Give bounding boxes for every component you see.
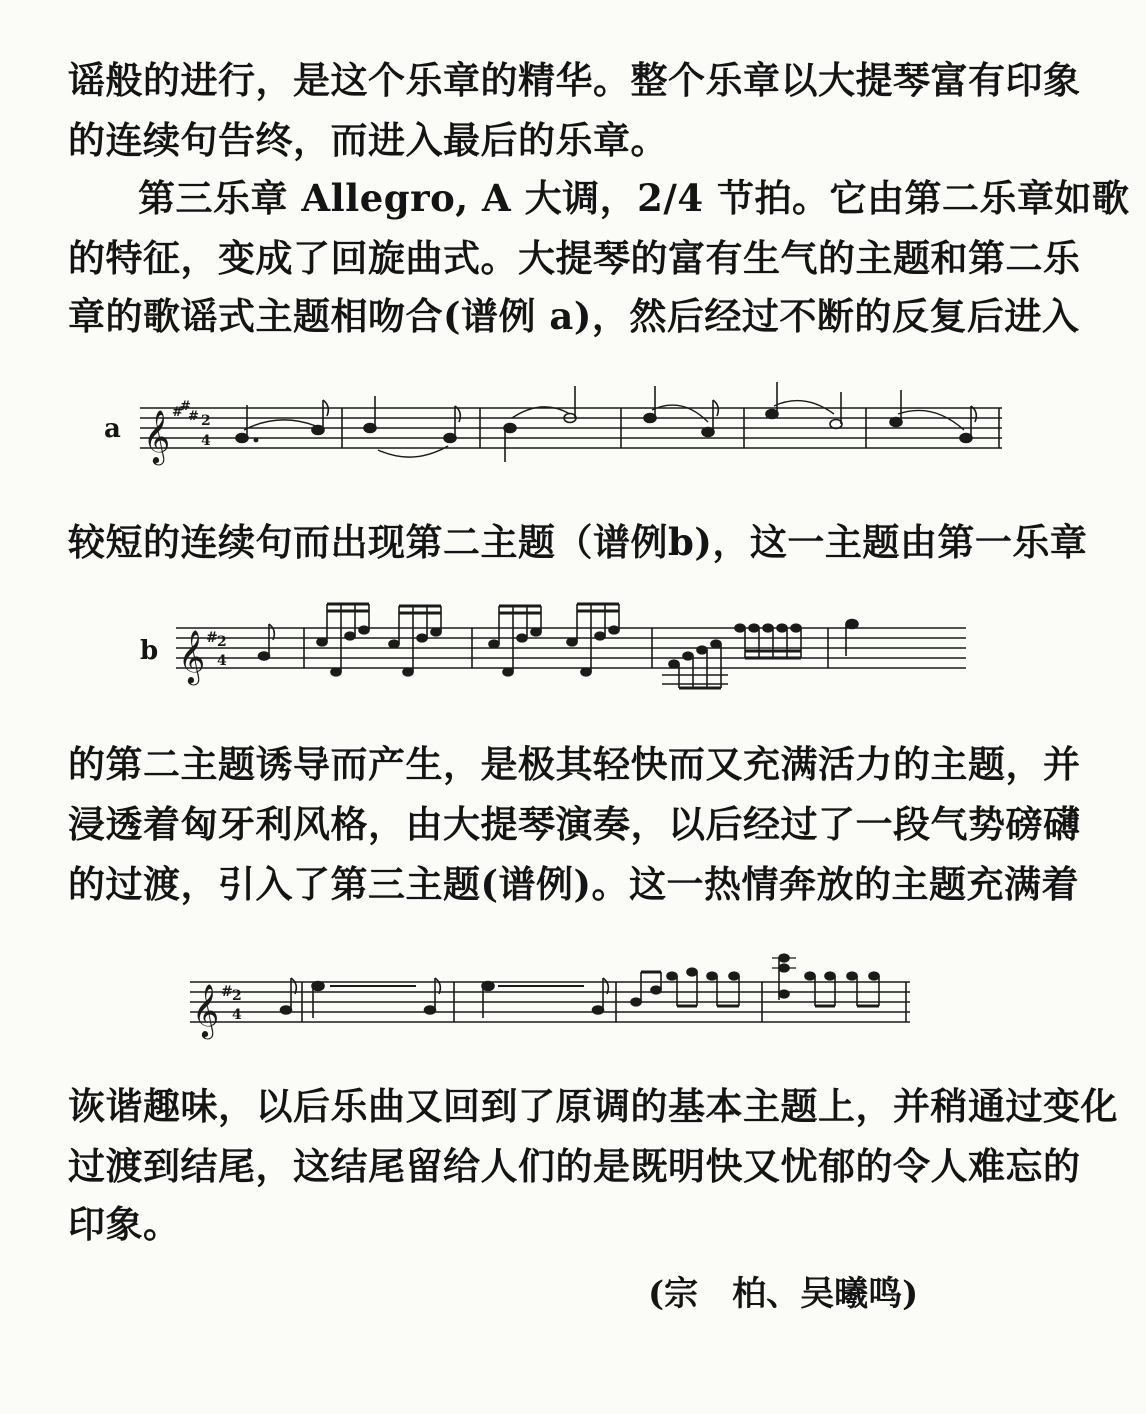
example-b-label: b [140, 636, 159, 666]
example-b-time-top: 2 [217, 634, 227, 650]
example-c-time-bottom: 4 [232, 1007, 242, 1023]
text-line-9: 的过渡，引入了第三主题(谱例)。这一热情奔放的主题充满着 [68, 862, 1080, 906]
text-line-2: 的连续句告终，而进入最后的乐章。 [68, 118, 668, 162]
author-signature: (宗 柏、吴曦鸣) [648, 1274, 919, 1314]
text-line-8: 浸透着匈牙利风格，由大提琴演奏，以后经过了一段气势磅礴 [68, 802, 1081, 846]
svg-text:#: # [180, 399, 191, 414]
example-c-time-top: 2 [232, 988, 242, 1004]
text-line-11: 过渡到结尾，这结尾留给人们的是既明快又忧郁的令人难忘的 [68, 1144, 1081, 1188]
svg-text:𝄞: 𝄞 [192, 983, 220, 1037]
text-line-3: 第三乐章 Allegro, A 大调，2/4 节拍。它由第二乐章如歌 [138, 176, 1130, 220]
example-a-label: a [104, 414, 121, 444]
svg-text:#: # [172, 405, 183, 420]
svg-text:𝄞: 𝄞 [178, 629, 206, 683]
svg-text:#: # [221, 984, 233, 1000]
svg-text:#: # [188, 409, 199, 424]
example-a-time-top: 2 [201, 413, 211, 429]
text-line-5: 章的歌谣式主题相吻合(谱例 a)，然后经过不断的反复后进入 [68, 294, 1080, 338]
example-a-time-bottom: 4 [201, 433, 211, 449]
text-line-1: 谣般的进行，是这个乐章的精华。整个乐章以大提琴富有印象 [68, 58, 1081, 102]
text-line-12: 印象。 [68, 1202, 181, 1246]
example-b-time-bottom: 4 [217, 653, 227, 669]
svg-text:#: # [206, 630, 218, 646]
text-line-7: 的第二主题诱导而产生，是极其轻快而又充满活力的主题，并 [68, 742, 1081, 786]
text-line-10: 诙谐趣味，以后乐曲又回到了原调的基本主题上，并稍通过变化 [68, 1084, 1118, 1128]
text-line-4: 的特征，变成了回旋曲式。大提琴的富有生气的主题和第二乐 [68, 236, 1081, 280]
text-line-6: 较短的连续句而出现第二主题（谱例b)，这一主题由第一乐章 [68, 520, 1088, 564]
svg-text:𝄞: 𝄞 [143, 409, 171, 463]
